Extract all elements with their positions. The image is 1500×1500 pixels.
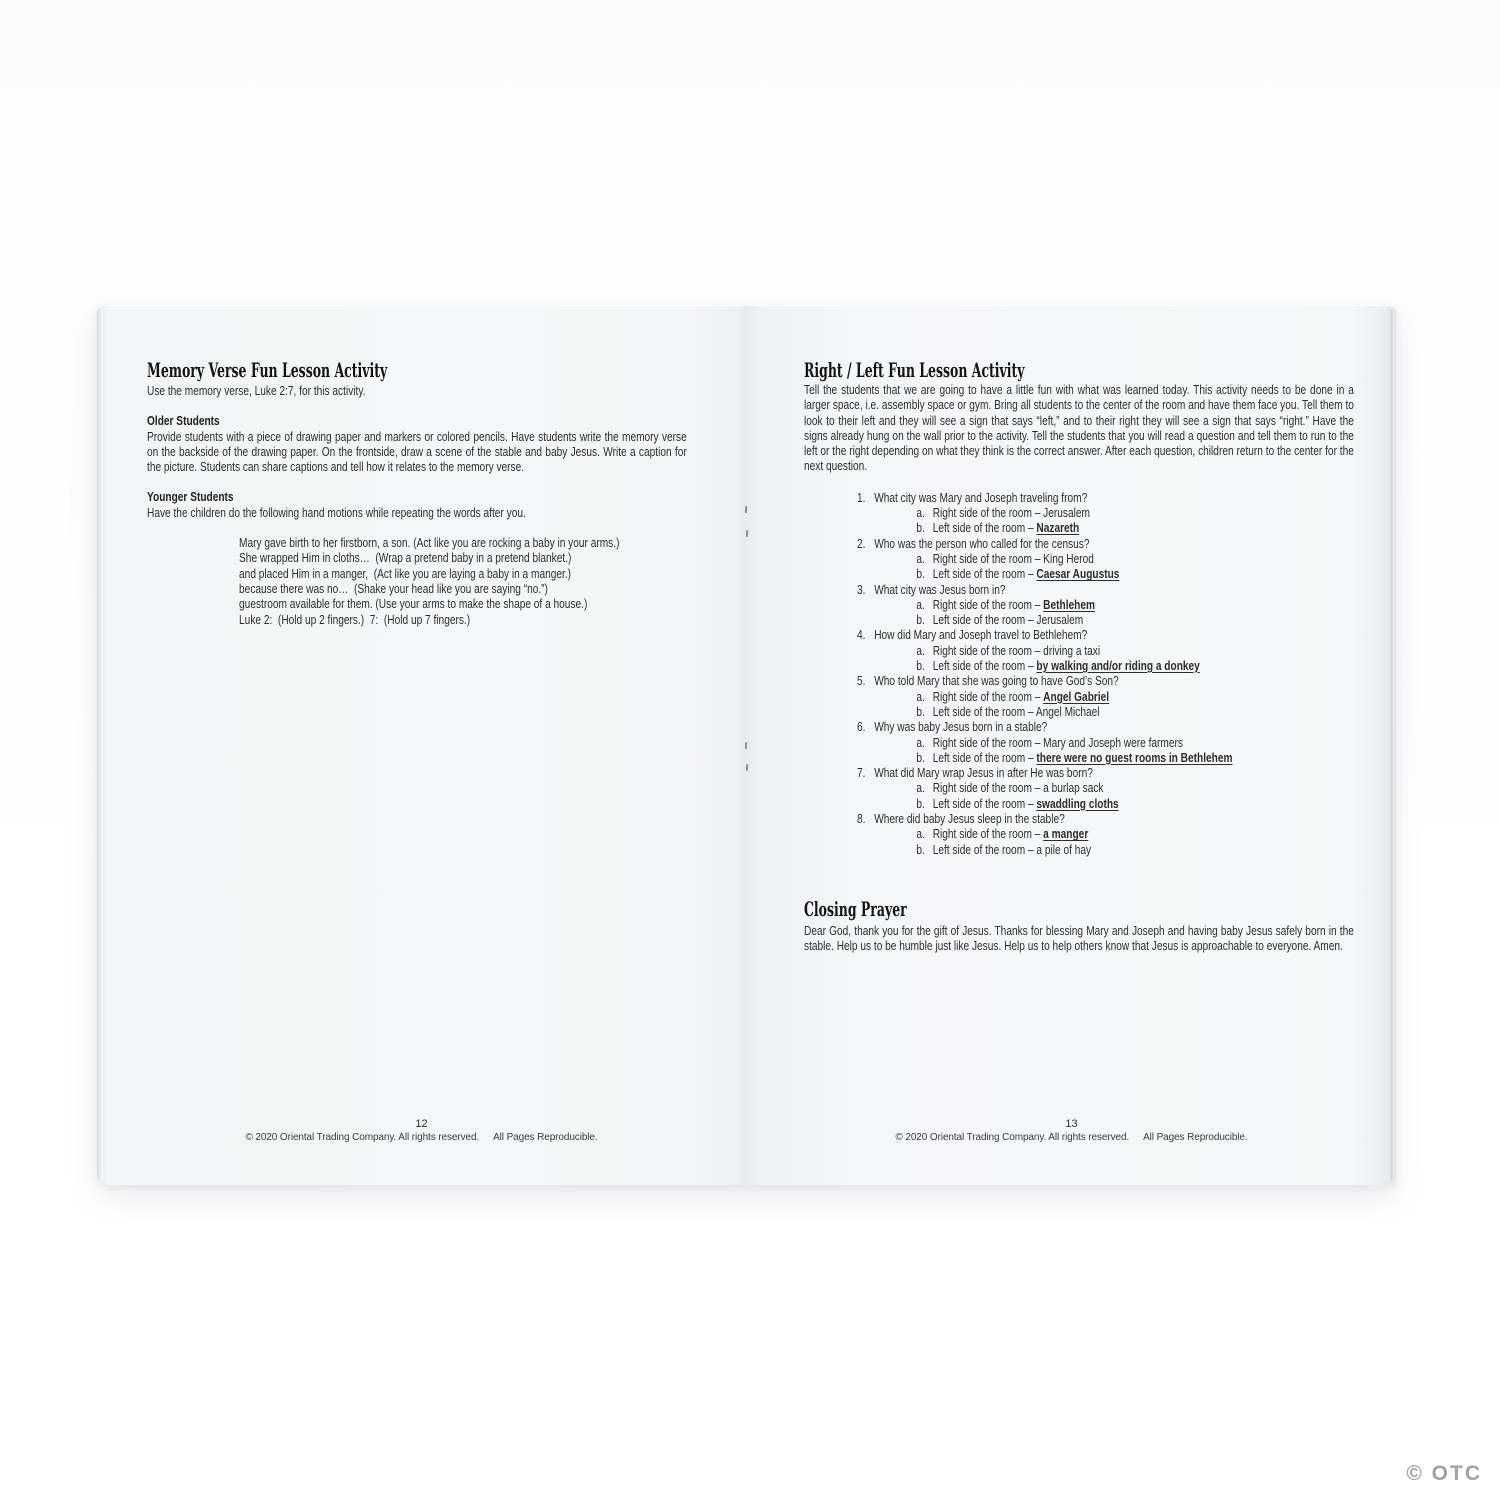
question-item bbox=[804, 765, 1354, 811]
answer-text: Angel Michael bbox=[1035, 703, 1100, 719]
question-list bbox=[804, 490, 1354, 857]
option-line: a. Right side of the room – driving a taxi bbox=[916, 642, 1101, 658]
answer-text-underlined: Caesar Augustus bbox=[1036, 566, 1120, 582]
option-line: a. Right side of the room – a manger bbox=[916, 826, 1089, 842]
page-footer bbox=[747, 1117, 1396, 1145]
answer-text-underlined: Nazareth bbox=[1036, 520, 1080, 536]
option-line: b. Left side of the room – a pile of hay bbox=[916, 841, 1092, 857]
page-left bbox=[96, 305, 747, 1185]
page-number: 12 bbox=[415, 1118, 428, 1130]
copyright-line bbox=[96, 1131, 747, 1145]
answer-text: Jerusalem bbox=[1036, 612, 1084, 628]
page-footer bbox=[96, 1117, 747, 1145]
option-line: b. Left side of the room – Jerusalem bbox=[916, 612, 1084, 628]
section-younger-students bbox=[147, 489, 687, 520]
page-left-content bbox=[147, 358, 687, 627]
reproducible-text: All Pages Reproducible. bbox=[493, 1132, 598, 1143]
section-body: Provide students with a piece of drawing paper and markers or colored pencils. Have students write the memory verse on the backside of the drawing paper. On the frontside, draw a scene of the stable and baby Jesus. Write a caption for the picture. Students can share captions and tell how it relates to the memory verse. bbox=[147, 428, 687, 475]
answer-text-underlined: by walking and/or riding a donkey bbox=[1036, 658, 1200, 674]
page-title: Right / Left Fun Lesson Activity bbox=[804, 358, 1025, 382]
question-text: How did Mary and Joseph travel to Bethlehem? bbox=[874, 627, 1088, 643]
question-number: 5. bbox=[857, 673, 866, 689]
staple-mark bbox=[745, 506, 747, 513]
answer-text: a pile of hay bbox=[1036, 841, 1092, 857]
question-item bbox=[804, 490, 1354, 536]
page-title: Memory Verse Fun Lesson Activity bbox=[147, 358, 388, 382]
question-text: What did Mary wrap Jesus in after He was born? bbox=[874, 765, 1093, 781]
option-line: a. Right side of the room – Bethlehem bbox=[916, 596, 1096, 612]
answer-text-underlined: swaddling cloths bbox=[1036, 795, 1119, 811]
hand-motion-line: Luke 2: (Hold up 2 fingers.) 7: (Hold up 7 fingers.) bbox=[239, 611, 471, 627]
question-item bbox=[804, 627, 1354, 673]
question-item bbox=[804, 673, 1354, 719]
option-line: b. Left side of the room – swaddling cloths bbox=[916, 795, 1119, 811]
hand-motion-line: and placed Him in a manger, (Act like you are laying a baby in a manger.) bbox=[239, 565, 572, 581]
copyright-text: © 2020 Oriental Trading Company. All rights reserved. bbox=[895, 1132, 1130, 1143]
option-line: b. Left side of the room – Angel Michael bbox=[916, 703, 1100, 719]
question-item bbox=[804, 811, 1354, 857]
section-older-students bbox=[147, 413, 687, 474]
closing-prayer-section bbox=[804, 897, 1354, 954]
question-number: 2. bbox=[857, 535, 866, 551]
hand-motions-block bbox=[239, 535, 687, 627]
hand-motion-line: Mary gave birth to her firstborn, a son. (Act like you are rocking a baby in your arms.) bbox=[239, 535, 620, 551]
answer-text-underlined: Angel Gabriel bbox=[1043, 688, 1110, 704]
answer-text: a burlap sack bbox=[1043, 780, 1104, 796]
question-text: Why was baby Jesus born in a stable? bbox=[874, 719, 1048, 735]
reproducible-text: All Pages Reproducible. bbox=[1143, 1132, 1248, 1143]
section-heading: Older Students bbox=[147, 413, 220, 429]
answer-text-underlined: a manger bbox=[1043, 826, 1089, 842]
question-number: 6. bbox=[857, 719, 866, 735]
question-text: Where did baby Jesus sleep in the stable? bbox=[874, 811, 1065, 827]
question-item bbox=[804, 719, 1354, 765]
option-line: a. Right side of the room – Angel Gabriel bbox=[916, 688, 1110, 704]
question-number: 7. bbox=[857, 765, 866, 781]
otc-watermark: © OTC bbox=[1406, 1462, 1482, 1485]
copyright-line bbox=[747, 1131, 1396, 1145]
option-line: b. Left side of the room – Caesar Augustus bbox=[916, 566, 1120, 582]
option-line: a. Right side of the room – a burlap sack bbox=[916, 780, 1104, 796]
option-line: a. Right side of the room – Mary and Joseph were farmers bbox=[916, 734, 1183, 750]
question-text: What city was Jesus born in? bbox=[874, 581, 1006, 597]
option-line: a. Right side of the room – King Herod bbox=[916, 550, 1094, 566]
answer-text-underlined: Bethlehem bbox=[1043, 596, 1096, 612]
section-body: Have the children do the following hand motions while repeating the words after you. bbox=[147, 504, 526, 520]
page-right bbox=[747, 305, 1396, 1185]
question-item bbox=[804, 536, 1354, 582]
staple-mark bbox=[745, 742, 747, 749]
closing-prayer-body: Dear God, thank you for the gift of Jesus. Thanks for blessing Mary and Joseph and having baby Jesus safely born in the stable. Help us to be humble just like Jesus. Help us to help others know that Jesus is approachable to everyone. Amen. bbox=[804, 922, 1354, 954]
hand-motion-line: guestroom available for them. (Use your arms to make the shape of a house.) bbox=[239, 596, 588, 612]
answer-text: Mary and Joseph were farmers bbox=[1043, 734, 1183, 750]
question-number: 3. bbox=[857, 581, 866, 597]
page-number: 13 bbox=[1065, 1118, 1078, 1130]
intro-paragraph: Tell the students that we are going to have a little fun with what was learned today. This activity needs to be done in a larger space, i.e. assembly space or gym. Bring all students to the center of the room and have them face you. Tell them to look to their left and they will see a sign that says “left,” and to their right they will see a sign that says “right.” Have the signs already hung on the wall prior to the activity. Tell the students that you will read a question and tell them to run to the left or the right depending on what they think is the correct answer. After each question, children return to the center for the next question. bbox=[804, 382, 1354, 474]
answer-text: Jerusalem bbox=[1043, 505, 1090, 521]
page-subtitle: Use the memory verse, Luke 2:7, for this activity. bbox=[147, 383, 366, 398]
option-line: b. Left side of the room – by walking and/or riding a donkey bbox=[916, 658, 1200, 674]
hand-motion-line: because there was no… (Shake your head like you are saying “no.”) bbox=[239, 580, 548, 596]
question-text: Who was the person who called for the census? bbox=[874, 535, 1090, 551]
option-line: a. Right side of the room – Jerusalem bbox=[916, 505, 1090, 521]
option-line: b. Left side of the room – there were no guest rooms in Bethlehem bbox=[916, 749, 1233, 765]
option-line: b. Left side of the room – Nazareth bbox=[916, 520, 1080, 536]
section-heading: Younger Students bbox=[147, 489, 234, 505]
answer-text: driving a taxi bbox=[1043, 642, 1101, 658]
copyright-text: © 2020 Oriental Trading Company. All rights reserved. bbox=[245, 1132, 480, 1143]
question-item bbox=[804, 582, 1354, 628]
question-number: 1. bbox=[857, 489, 866, 505]
question-number: 8. bbox=[857, 811, 866, 827]
staple-mark bbox=[746, 530, 748, 537]
question-number: 4. bbox=[857, 627, 866, 643]
staple-mark bbox=[746, 764, 748, 771]
question-text: What city was Mary and Joseph traveling from? bbox=[874, 489, 1088, 505]
page-right-content bbox=[804, 358, 1354, 954]
open-booklet bbox=[96, 305, 1396, 1185]
answer-text: King Herod bbox=[1043, 550, 1094, 566]
hand-motion-line: She wrapped Him in cloths… (Wrap a pretend baby in a pretend blanket.) bbox=[239, 550, 572, 566]
answer-text-underlined: there were no guest rooms in Bethlehem bbox=[1036, 749, 1233, 765]
question-text: Who told Mary that she was going to have God’s Son? bbox=[874, 673, 1119, 689]
closing-prayer-title: Closing Prayer bbox=[804, 896, 907, 921]
